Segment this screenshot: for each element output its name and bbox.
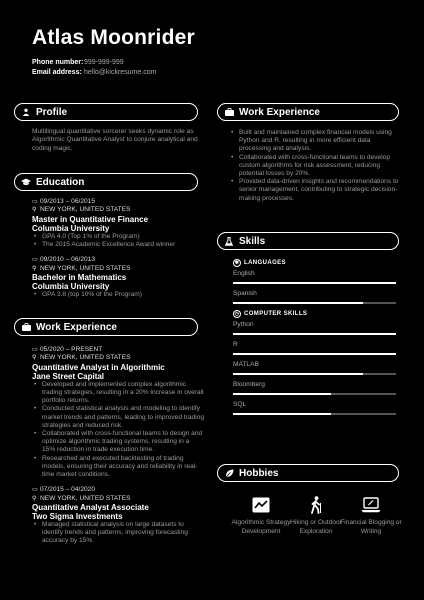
phone-label: Phone number: [32, 59, 84, 66]
languages-label: LANGUAGES [244, 260, 286, 266]
education-dates: 09/2010 – 06/2013 [40, 256, 96, 264]
laptop-icon [339, 495, 403, 515]
languages-category [233, 259, 399, 267]
skill-level-bar [233, 413, 396, 415]
work-bullet: • Collaborated with cross-functional teams to design and optimize algorithmic trading systems, resulting in a 15% reduction in trade execution time. [32, 430, 204, 455]
phone-value: 999-999-999 [84, 59, 124, 66]
work-heading-label: Work Experience [36, 321, 117, 333]
work-bullet: • Conducted statistical analysis and modeling to identify market trends and patterns, leading to improved trading strategies and reduced risk. [32, 405, 204, 430]
profile-heading [14, 103, 198, 121]
graduation-cap-icon [21, 177, 31, 187]
work-company: Jane Street Capital [32, 371, 105, 381]
skill-name: Python [233, 321, 254, 328]
profile-heading-label: Profile [36, 106, 68, 118]
work-bullet: • Researched and executed backtesting of trading models, ensuring their accuracy and reliability in real-time market conditions. [32, 455, 204, 480]
skill-level-bar [233, 282, 396, 284]
flask-icon [224, 236, 234, 246]
work-entry [32, 486, 204, 545]
skill-item [233, 270, 399, 284]
education-bullets [32, 291, 204, 299]
skill-item [233, 290, 399, 304]
education-dates: 09/2013 – 06/2015 [40, 198, 96, 205]
work-experience-heading [14, 318, 198, 336]
skills-heading-label: Skills [239, 235, 266, 247]
skill-level-fill [233, 302, 363, 304]
resume-name: Atlas Moonrider [32, 26, 195, 49]
briefcase-icon [21, 322, 31, 332]
hobby-label: Hiking or Outdoor Exploration [290, 519, 342, 535]
skill-level-fill [233, 353, 396, 355]
work-bullets [32, 381, 204, 479]
leaf-icon [224, 468, 234, 478]
education-location: NEW YORK, UNITED STATES [40, 264, 131, 272]
clock-icon: ◷ [234, 311, 240, 317]
calendar-icon: ▭ [32, 199, 38, 205]
email-value: hello@kickresume.com [84, 69, 157, 76]
skill-name: MATLAB [233, 361, 259, 368]
education-school: Columbia University [32, 223, 110, 233]
skill-name: Spanish [233, 290, 257, 297]
education-school: Columbia University [32, 282, 110, 292]
skill-level-fill [233, 333, 396, 335]
skill-item [233, 321, 399, 335]
education-location: NEW YORK, UNITED STATES [40, 206, 131, 214]
skills-heading [217, 232, 399, 250]
computer-skills-label: COMPUTER SKILLS [244, 311, 308, 317]
work-list [32, 346, 204, 553]
contact-block [32, 58, 156, 78]
hobbies-heading [217, 464, 399, 482]
work-location: NEW YORK, UNITED STATES [40, 354, 131, 362]
work-bullet: • Collaborated with cross-functional teams to develop custom algorithms for risk assessment, reducing potential losses by 20%. [229, 154, 399, 179]
skill-level-fill [233, 413, 331, 415]
work-role: Quantitative Analyst in Algorithmic [32, 362, 165, 372]
skill-level-bar [233, 393, 396, 395]
location-pin-icon: ⚲ [32, 495, 37, 502]
work-bullet: • Developed and implemented complex algorithmic trading strategies, resulting in a 20% increase in overall portfolio returns. [32, 381, 204, 406]
skills-block [233, 259, 399, 421]
education-degree: Master in Quantitative Finance [32, 214, 149, 224]
work-company: Two Sigma Investments [32, 512, 123, 522]
location-pin-icon: ⚲ [32, 355, 37, 362]
hobby-label: Financial Blogging or Writing [340, 519, 402, 535]
education-heading-label: Education [36, 176, 85, 188]
education-list [32, 198, 204, 306]
computer-skills-category [233, 310, 399, 318]
calendar-icon: ▭ [32, 487, 38, 494]
education-entry [32, 256, 204, 299]
skill-level-bar [233, 333, 396, 335]
skill-item [233, 381, 399, 395]
work-right-heading-label: Work Experience [239, 106, 320, 118]
work-experience-heading-right [217, 103, 399, 121]
education-bullet: • GPA 3.8 (top 10% of the Program) [32, 291, 204, 299]
person-icon [21, 107, 31, 117]
skill-level-fill [233, 393, 331, 395]
location-pin-icon: ⚲ [32, 207, 37, 214]
work-location: NEW YORK, UNITED STATES [40, 494, 131, 502]
skill-level-bar [233, 353, 396, 355]
education-bullet: • The 2015 Academic Excellence Award winner [32, 241, 204, 249]
skill-level-fill [233, 373, 363, 375]
hobbies-heading-label: Hobbies [239, 467, 279, 479]
calendar-icon: ▭ [32, 257, 38, 264]
skill-item [233, 361, 399, 375]
work-right-list [229, 129, 399, 203]
skill-item [233, 341, 399, 355]
hobby-item [339, 495, 403, 536]
skill-level-bar [233, 302, 396, 304]
education-bullet: • GPA 4.0 (Top 1% of the Program) [32, 233, 204, 241]
globe-icon: ✱ [234, 260, 240, 266]
education-entry [32, 198, 204, 249]
skill-name: R [233, 341, 238, 348]
work-bullets [32, 521, 204, 546]
skill-level-bar [233, 373, 396, 375]
work-entry [32, 346, 204, 479]
calendar-icon: ▭ [32, 347, 38, 353]
work-bullet: • Built and maintained complex financial models using Python and R, resulting in more efficient data processing and analysis. [229, 129, 399, 154]
education-bullets [32, 233, 204, 249]
work-role: Quantitative Analyst Associate [32, 503, 149, 513]
profile-text: Multilingual quantitative sorcerer seeks dynamic role as Algorithmic Quantitative Analyst to conjure analytical and coding magic. [32, 128, 198, 152]
skill-name: Bloomberg [233, 381, 265, 388]
work-right-bullets [229, 129, 399, 203]
briefcase-icon [224, 107, 234, 117]
skill-name: English [233, 270, 255, 277]
work-dates: 05/2020 – PRESENT [40, 346, 103, 353]
work-bullet: • Provided data-driven insights and recommendations to senior management, contributing to strategic decision-making processes. [229, 178, 399, 203]
education-heading [14, 173, 198, 191]
skill-level-fill [233, 282, 396, 284]
work-dates: 07/2015 – 04/2020 [40, 486, 96, 494]
location-pin-icon: ⚲ [32, 265, 37, 272]
skill-name: SQL [233, 401, 247, 408]
skill-item [233, 401, 399, 415]
education-degree: Bachelor in Mathematics [32, 273, 127, 283]
hobby-label: Algorithmic Strategy Development [231, 519, 291, 535]
email-label: Email address: [32, 69, 82, 76]
work-bullet: • Managed statistical analysis on large datasets to identify trends and patterns, improving forecasting accuracy by 15%. [32, 521, 204, 546]
